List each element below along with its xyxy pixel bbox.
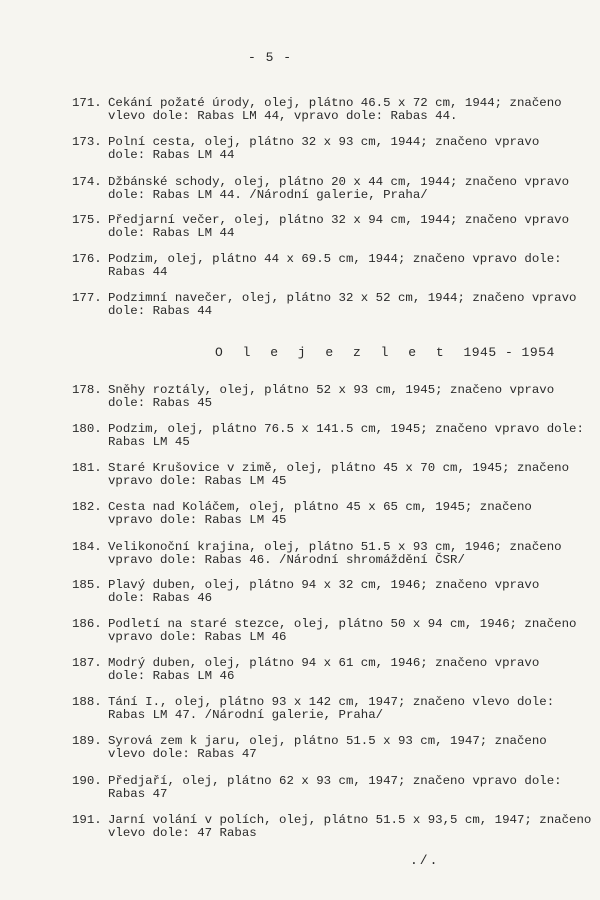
entry-number: 177. — [72, 292, 102, 305]
entry-number: 185. — [72, 579, 102, 592]
entry-text: Syrová zem k jaru, olej, plátno 51.5 x 93 cm, 1947; značeno — [108, 735, 547, 748]
catalog-entry — [72, 735, 600, 761]
catalog-entry — [72, 214, 600, 240]
entry-text-continued: dole: Rabas LM 44 — [108, 148, 235, 162]
catalog-entry — [72, 501, 600, 527]
page-number: - 5 - — [248, 50, 293, 65]
catalog-entry — [72, 97, 600, 123]
catalog-entry — [72, 579, 600, 605]
entry-text-continued: Rabas LM 45 — [108, 435, 190, 449]
entry-text: Velikonoční krajina, olej, plátno 51.5 x 93 cm, 1946; značeno — [108, 541, 562, 554]
entry-text-continued: vpravo dole: Rabas LM 46 — [108, 630, 287, 644]
entry-text: Sněhy roztály, olej, plátno 52 x 93 cm, 1945; značeno vpravo — [108, 384, 555, 397]
entry-text-continued: dole: Rabas 46 — [108, 591, 213, 605]
entry-number: 178. — [72, 384, 102, 397]
entry-text: Staré Krušovice v zimě, olej, plátno 45 x 70 cm, 1945; značeno — [108, 462, 570, 475]
entry-text: Džbánské schody, olej, plátno 20 x 44 cm, 1944; značeno vpravo — [108, 176, 570, 189]
entry-number: 181. — [72, 462, 102, 475]
entry-number: 180. — [72, 423, 102, 436]
entry-text: Podletí na staré stezce, olej, plátno 50 x 94 cm, 1946; značeno — [108, 618, 577, 631]
section-heading-title: O l e j e z l e t — [215, 345, 450, 360]
entry-text: Předjarní večer, olej, plátno 32 x 94 cm, 1944; značeno vpravo — [108, 214, 570, 227]
entry-text-continued: vlevo dole: 47 Rabas — [108, 826, 257, 840]
entry-text: Polní cesta, olej, plátno 32 x 93 cm, 1944; značeno vpravo — [108, 136, 540, 149]
entry-text-continued: vpravo dole: Rabas LM 45 — [108, 474, 287, 488]
entry-text: Plavý duben, olej, plátno 94 x 32 cm, 1946; značeno vpravo — [108, 579, 540, 592]
entry-text: Podzim, olej, plátno 44 x 69.5 cm, 1944; značeno vpravo dole: — [108, 253, 562, 266]
entry-number: 182. — [72, 501, 102, 514]
section-heading — [215, 345, 555, 360]
entry-text: Podzim, olej, plátno 76.5 x 141.5 cm, 1945; značeno vpravo dole: — [108, 423, 584, 436]
entry-text-continued: dole: Rabas LM 44 — [108, 226, 235, 240]
entry-number: 188. — [72, 696, 102, 709]
entry-text: Předjaří, olej, plátno 62 x 93 cm, 1947; značeno vpravo dole: — [108, 775, 562, 788]
continuation-mark: ./. — [410, 853, 440, 868]
catalog-entry — [72, 136, 600, 162]
entry-text-continued: Rabas LM 47. /Národní galerie, Praha/ — [108, 708, 384, 722]
catalog-entry — [72, 253, 600, 279]
entry-number: 186. — [72, 618, 102, 631]
catalog-entry — [72, 541, 600, 567]
entry-number: 190. — [72, 775, 102, 788]
section-heading-years: 1945 - 1954 — [463, 345, 555, 360]
entry-text-continued: dole: Rabas LM 46 — [108, 669, 235, 683]
entry-text: Čekání požaté úrody, olej, plátno 46.5 x 72 cm, 1944; značeno — [108, 97, 562, 110]
entry-text-continued: dole: Rabas 45 — [108, 396, 213, 410]
entry-number: 187. — [72, 657, 102, 670]
entry-text-continued: dole: Rabas LM 44. /Národní galerie, Praha/ — [108, 188, 428, 202]
entry-number: 173. — [72, 136, 102, 149]
entry-text-continued: Rabas 47 — [108, 787, 168, 801]
entry-text-continued: Rabas 44 — [108, 265, 168, 279]
entry-number: 175. — [72, 214, 102, 227]
catalog-entry — [72, 292, 600, 318]
catalog-entry — [72, 176, 600, 202]
catalog-entry — [72, 384, 600, 410]
entry-text-continued: vlevo dole: Rabas 47 — [108, 747, 257, 761]
entry-number: 189. — [72, 735, 102, 748]
entry-text: Podzimní navečer, olej, plátno 32 x 52 cm, 1944; značeno vpravo — [108, 292, 577, 305]
catalog-entry — [72, 814, 600, 840]
catalog-entry — [72, 775, 600, 801]
catalog-entry — [72, 696, 600, 722]
catalog-entry — [72, 618, 600, 644]
entry-text: Tání I., olej, plátno 93 x 142 cm, 1947; značeno vlevo dole: — [108, 696, 555, 709]
catalog-entry — [72, 423, 600, 449]
entry-text: Cesta nad Koláčem, olej, plátno 45 x 65 cm, 1945; značeno — [108, 501, 532, 514]
entry-text-continued: vpravo dole: Rabas LM 45 — [108, 513, 287, 527]
entry-number: 191. — [72, 814, 102, 827]
entry-number: 174. — [72, 176, 102, 189]
entry-text-continued: vlevo dole: Rabas LM 44, vpravo dole: Rabas 44. — [108, 109, 458, 123]
entry-text-continued: dole: Rabas 44 — [108, 304, 213, 318]
entry-text-continued: vpravo dole: Rabas 46. /Národní shromáždění ČSR/ — [108, 553, 465, 567]
entry-text: Jarní volání v polích, olej, plátno 51.5 x 93,5 cm, 1947; značeno — [108, 814, 592, 827]
entry-number: 171. — [72, 97, 102, 110]
entry-number: 176. — [72, 253, 102, 266]
entry-number: 184. — [72, 541, 102, 554]
catalog-entry — [72, 657, 600, 683]
entry-text: Modrý duben, olej, plátno 94 x 61 cm, 1946; značeno vpravo — [108, 657, 540, 670]
catalog-entry — [72, 462, 600, 488]
